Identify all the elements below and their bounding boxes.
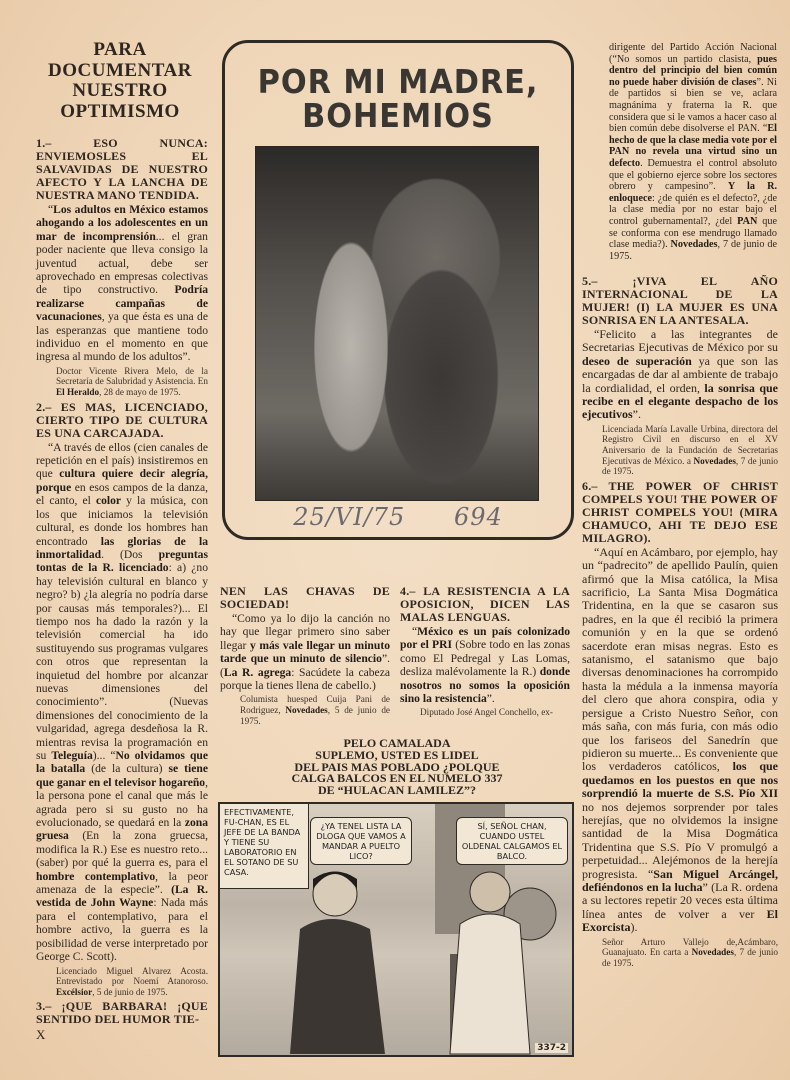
section-4-source — [420, 707, 570, 718]
section-1-quote — [36, 203, 208, 364]
text-segment: . Demuestra el control absoluto que el gobierno ejerce sobre los sectores obrero y campesino”. — [609, 157, 777, 193]
bold-text-segment: Los adultos en México estamos ahogando a los adolescentes en un mar de incomprensión — [36, 203, 208, 243]
text-segment: )... “ — [92, 749, 116, 762]
section-3-source — [240, 694, 390, 726]
comic-panel — [218, 802, 574, 1057]
text-segment: “Felicito a las integrantes de Secretarias Ejecutivas de México por su — [582, 327, 778, 355]
bold-text-segment: El Exorcista — [582, 906, 778, 935]
bold-text-segment: San Miguel Arcángel, defiéndonos en la lucha — [582, 866, 778, 894]
text-segment: ”. Ni de partidos si bien se ve, aclara magnánima y fraterna la R. que considera que si le vamos a hacer caso al bien común debe disolverse el PAN. “ — [609, 76, 777, 135]
text-segment: ... el gran poder naciente que lleva consigo la juventud actual, debe ser aprovechado en empresas colectivas de tipo constructivo. — [36, 229, 208, 297]
text-segment: , 5 de junio de 1975. — [92, 986, 168, 997]
text-segment: Licenciado Miguel Alvarez Acosta. Entrevistado por Noemí Atanoroso. — [56, 965, 208, 987]
text-segment: , la peor amenaza de la especie”. — [36, 869, 209, 897]
bold-text-segment: y más vale llegar un minuto tarde que un minuto de silencio — [220, 638, 390, 666]
comic-heading-line: PELO CAMALADA — [343, 736, 451, 750]
bold-text-segment: deseo de superación — [582, 353, 692, 368]
text-segment: y la música, con los que iniciamos la televisión cultural, es donde los hombres han encontrado — [36, 494, 208, 548]
bold-text-segment: se tiene que ganar en el televisor hogareño — [36, 762, 208, 789]
text-segment: , 7 de junio de 1975. — [602, 455, 778, 477]
title-line: NUESTRO — [72, 80, 168, 101]
text-segment: : Nada más para el contemplativo, para el hombre activo, la guerra es la posibilidad de verse interpretado por George C. Scott). — [36, 896, 209, 964]
middle-right-column — [400, 583, 570, 721]
text-segment: Columista huesped Cuija Pani de Rodriguez, — [240, 694, 390, 716]
bold-text-segment: La R. agrega — [223, 665, 292, 679]
section-5-heading: 5.– ¡VIVA EL AÑO INTERNACIONAL DE LA MUJER! (I) LA MUJER ES UNA SONRISA EN LA ANTESALA. — [582, 274, 778, 327]
text-segment: “Aquí en Acámbaro, por ejemplo, hay un “padrecito” de apellido Paulín, quien afirmó que la Misa católica, la Misa sacrificio, La Santa Misa Dogmática Tridentina, en la que se casaron sus padres, en la que él recibió la primera comunión y en la que se ordenó sacerdote eran misas negras. Esto es satanismo, el satanismo que bajo diversas denominaciones ha corrompido hasta la médula a la inmensa mayoría del clero que ahora conspira, odia y persigue a Cristo Nuestro Señor, con más saña, con más furia, con más odio que los fariseos del Sanedrín que pidieron su muerte... Es conveniente que los verdaderos católicos, — [582, 544, 778, 774]
section-1-source — [56, 366, 208, 398]
section-6-heading: 6.– THE POWER OF CHRIST COMPELS YOU! THE POWER OF CHRIST COMPELS YOU! (MIRA CHAMUCO, AHI TE DEJO ESE MILAGRO). — [582, 478, 778, 545]
bold-text-segment: hombre contemplativo — [36, 869, 156, 883]
comic-heading-line: DEL PAIS MAS POBLADO ¿POLQUE — [294, 759, 500, 774]
comic-heading-line: DE “HULACAN LAMILEZ”? — [317, 783, 476, 798]
section-5-quote — [582, 328, 778, 422]
photo-title-line: POR MI MADRE, — [257, 62, 539, 101]
bold-text-segment: El Heraldo — [56, 387, 100, 398]
bold-text-segment: donde nosotros no somos la oposición sino la resistencia — [400, 665, 570, 706]
bold-text-segment: Teleguía — [51, 749, 93, 762]
comic-heading — [222, 738, 572, 797]
title-line: OPTIMISMO — [60, 100, 180, 122]
text-segment: Doctor Vicente Rivera Melo, de la Secretaría de Salubridad y Asistencia. En — [56, 365, 208, 387]
section-4-source-cont — [609, 42, 777, 262]
panel-label: 337-2 — [537, 1043, 566, 1053]
photo-box-title — [239, 62, 557, 135]
text-segment: ”. — [632, 407, 641, 422]
text-segment: Diputado José Angel Conchello, ex- — [420, 707, 553, 718]
text-segment: ” (La R. ordena a su lectores repetir 20 veces esta última línea antes de volver a ver — [582, 879, 778, 921]
bold-text-segment: México es un país colonizado por el PRI — [400, 625, 570, 652]
title-line: DOCUMENTAR — [48, 59, 192, 81]
text-segment: : ¿de quién es el defecto?, ¿de la clase media por no estar bajo el control gubernamental?, ¿del — [609, 192, 777, 227]
section-2-quote — [36, 441, 208, 964]
section-3-quote — [220, 612, 390, 692]
text-segment: , 7 de junio de 1975. — [602, 947, 778, 968]
section-2-source — [56, 966, 208, 998]
text-segment: “ — [48, 203, 54, 216]
bold-text-segment: cultura quiere decir alegría, porque — [36, 467, 209, 494]
bold-text-segment: color — [95, 494, 122, 508]
text-segment: no nos dejemos sorprender por tales herejías, que no olvidemos la insigne santidad de la Misa Dogmática Tridentina que S.S. Pío V promulgó a perpetuidad... Alejémonos de la herejía progresista. “ — [582, 799, 778, 881]
text-segment: “Como ya lo dijo la canción no hay que llegar primero sino saber llegar — [220, 612, 390, 652]
bold-text-segment: Novedades — [691, 947, 734, 958]
right-column-lower — [582, 273, 778, 971]
text-segment: ”. ( — [220, 652, 390, 679]
bold-text-segment: pues dentro del principio del bien común no puede haber división de clases — [609, 53, 777, 88]
text-segment: en esos campos de la danza, el canto, el — [36, 480, 208, 508]
bold-text-segment: Novedades — [670, 239, 718, 251]
comic-heading-line: SUPLEMO, USTED ES LIDEL — [315, 747, 479, 762]
text-segment: Señor Arturo Vallejo de,Acámbaro, Guanajuato. En carta a — [602, 936, 778, 958]
film-still-photo — [255, 146, 539, 501]
text-segment: (Sobre todo en las zonas como El Pedregal y Las Lomas, desliza malévolamente la R.) — [400, 638, 570, 679]
text-segment: , 28 de mayo de 1975. — [99, 387, 181, 398]
section-3-heading: 3.– ¡QUE BARBARA! ¡QUE SENTIDO DEL HUMOR TIE- — [36, 999, 208, 1027]
bold-text-segment: Novedades — [285, 705, 328, 716]
bold-text-segment: No olvidamos que la batalla — [36, 749, 208, 776]
text-segment: , 5 de junio de 1975. — [240, 705, 390, 726]
comic-heading-line: CALGA BALCOS EN EL NUMELO 337 — [291, 771, 503, 786]
bold-text-segment: (La R. vestida de John Wayne — [36, 883, 209, 910]
bold-text-segment: la sonrisa que recibe en el elegante despacho de los ejecutivos — [582, 380, 778, 422]
text-segment: ”. — [486, 692, 495, 706]
speech-bubble-2: SÍ, SEÑOL CHAN, CUANDO USTEL OLDENAL CALGAMOS EL BALCO. — [456, 817, 568, 865]
text-segment: (En la zona gruecsa, modifica la R.) Ese es nuestro reto... (saber) por qué la guerra es, para el — [36, 829, 208, 870]
text-segment: , 7 de junio de 1975. — [609, 239, 777, 262]
left-column — [36, 135, 208, 1042]
section-6-quote — [582, 546, 778, 935]
text-segment: Licenciada María Lavalle Urbina, directora del Registro Civil en discurso en el XV Aniversario de la Fundación de Secretarias Ejecutivas de México. a — [602, 423, 778, 466]
bold-text-segment: PAN — [737, 215, 758, 227]
text-segment: , ya que ésta es una de las esperanzas que mantiene todo individuo en el momento en que ingresa al mundo de los adultos”. — [36, 310, 208, 364]
text-segment: , la persona pone el canal que más le agrada pero si su gusto no ha evolucionado, se quedará en la — [36, 775, 208, 830]
text-segment: : a) ¿no hay televisión cultural en blanco y negro? b) ¿la alegría no podría darse por causas más temporales?)... El tiempo nos ha dado la razón y la televisión comercial ha ido sustituyendo sus programas vulgares con otros que representan la inquietud del hombre por alcanzar nuevas dimensiones del conocimiento”. (Nuevas dimensiones del conocimiento de la vulgaridad, agrega desdeñosa la R. mientras revisa la programación en su — [36, 561, 209, 762]
bold-text-segment: Novedades — [693, 455, 736, 466]
bold-text-segment: El hecho de que la clase media vote por el PAN no revela una virtud sino un defecto — [609, 123, 777, 169]
text-segment: : Sacúdete la cabeza porque la tienes llena de cabello.) — [220, 665, 390, 693]
photo-title-line: BOHEMIOS — [302, 96, 494, 135]
bold-text-segment: preguntas tontas de la R. licenciado — [36, 547, 208, 575]
man-in-lab-coat-head — [470, 872, 510, 912]
section-4-heading: 4.– LA RESISTENCIA A LA OPOSICION, DICEN LAS MALAS LENGUAS. — [400, 584, 570, 624]
bold-text-segment: las glorias de la inmortalidad — [36, 534, 208, 561]
bold-text-segment: Y la R. enloquece — [609, 181, 777, 204]
text-segment: dirigente del Partido Acción Nacional (“No somos un partido clasista, — [609, 42, 777, 65]
comic-caption: EFECTIVAMENTE, FU-CHAN, ES EL JEFE DE LA BANDA Y TIENE SU LABORATORIO EN EL SOTANO DE SU CASA. — [220, 804, 309, 889]
man-in-robe — [290, 919, 385, 1054]
photo-box — [222, 40, 574, 540]
section-3-heading-cont: NEN LAS CHAVAS DE SOCIEDAD! — [220, 584, 390, 611]
text-segment: ya que son las encargadas de dar al ambiente de trabajo la cordialidad, el orden, — [582, 353, 778, 395]
text-segment: ). — [630, 920, 638, 935]
text-segment: (de la cultura) — [85, 762, 169, 776]
right-column — [609, 42, 777, 262]
man-in-lab-coat — [450, 914, 530, 1054]
page-title — [30, 40, 210, 122]
text-segment: . (Dos — [101, 547, 159, 561]
section-6-source — [602, 937, 778, 969]
bold-text-segment: zona gruesa — [36, 816, 208, 843]
page-marker: X — [36, 1027, 46, 1043]
title-line: PARA — [93, 39, 147, 60]
bold-text-segment: Excélsior — [56, 986, 93, 997]
bold-text-segment: los que quedamos en los puestos en que nos sorprendió la muerte de S.S. Pío XII — [582, 759, 778, 801]
section-4-quote — [400, 625, 570, 705]
text-segment: “ — [412, 625, 418, 638]
section-5-source — [602, 424, 778, 477]
section-2-heading: 2.– ES MAS, LICENCIADO, CIERTO TIPO DE CULTURA ES UNA CARCAJADA. — [36, 399, 208, 440]
middle-left-column — [220, 583, 390, 729]
bold-text-segment: Podría realizarse campañas de vacunaciones — [36, 283, 208, 324]
handwritten-annotation: 25/VI/75 694 — [293, 503, 503, 531]
text-segment: “A través de ellos (cien canales de repetición en el país) insistiremos en que — [36, 440, 208, 481]
speech-bubble-1: ¿YA TENEL LISTA LA DLOGA QUE VAMOS A MANDAR A PUELTO LICO? — [310, 817, 412, 865]
section-1-heading: 1.– ESO NUNCA: ENVIEMOSLES EL SALVAVIDAS DE NUESTRO AFECTO Y LA LANCHA DE NUESTRA MANO TENDIDA. — [36, 136, 208, 202]
text-segment: que se conforma con ese mendrugo llamado clase media?). — [609, 215, 777, 251]
